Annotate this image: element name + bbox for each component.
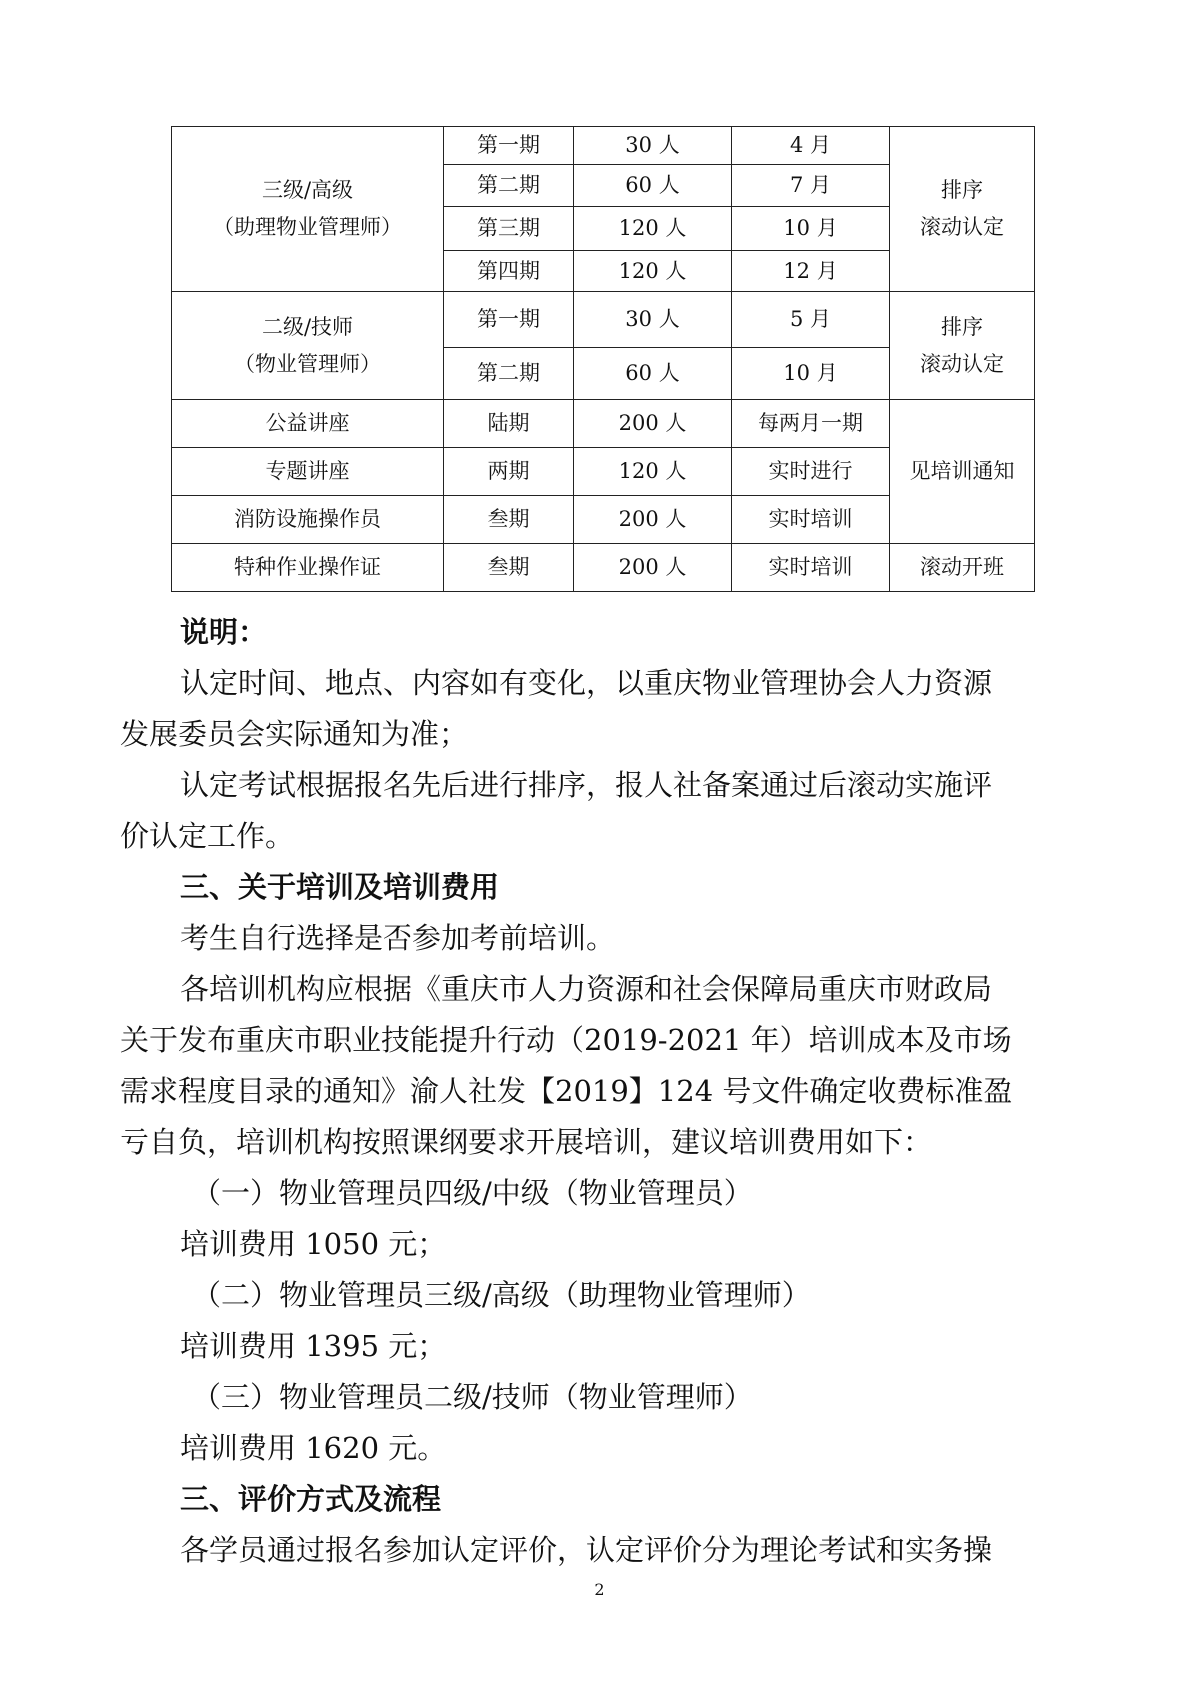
note-cell [890,127,1035,292]
count-cell: 200 人 [574,400,732,448]
level-title: （助理物业管理师） [213,215,402,239]
period-cell: 第二期 [444,348,574,400]
month-cell: 5 月 [732,292,890,348]
list-item: （一）物业管理员四级/中级（物业管理员） [192,1176,753,1210]
table-row [172,127,1035,165]
paragraph-line: 发展委员会实际通知为准； [120,717,469,751]
paragraph-line: 考生自行选择是否参加考前培训。 [180,921,616,955]
paragraph-line: 亏自负，培训机构按照课纲要求开展培训，建议培训费用如下： [120,1125,933,1159]
note-cell: 见培训通知 [890,400,1035,544]
name-cell: 特种作业操作证 [172,544,444,592]
month-cell: 12 月 [732,251,890,292]
time-cell: 实时培训 [732,496,890,544]
count-cell: 200 人 [574,496,732,544]
body-text [120,607,1095,1576]
fee-line: 培训费用 1620 元。 [180,1431,447,1465]
count-cell: 30 人 [574,127,732,165]
period-cell: 第二期 [444,165,574,207]
month-cell: 10 月 [732,348,890,400]
note-line: 排序 [941,314,983,339]
table-row [172,292,1035,348]
paragraph-line: 认定考试根据报名先后进行排序，报人社备案通过后滚动实施评 [180,768,993,802]
month-cell: 4 月 [732,127,890,165]
month-cell: 10 月 [732,207,890,251]
count-cell: 120 人 [574,251,732,292]
paragraph-line: 价认定工作。 [120,819,295,853]
schedule-table [171,126,1035,592]
period-cell: 叁期 [444,496,574,544]
paragraph-line: 认定时间、地点、内容如有变化，以重庆物业管理协会人力资源 [180,666,993,700]
section-heading: 三、评价方式及流程 [180,1482,442,1516]
count-cell: 120 人 [574,448,732,496]
note-line: 滚动认定 [920,351,1004,376]
level-title: （物业管理师） [234,351,381,376]
note-cell [890,292,1035,400]
level-cell [172,127,444,292]
fee-line: 培训费用 1050 元； [180,1227,447,1261]
paragraph-line: 关于发布重庆市职业技能提升行动（2019-2021 年）培训成本及市场 [120,1023,1012,1057]
paragraph-line: 各学员通过报名参加认定评价，认定评价分为理论考试和实务操 [180,1533,993,1567]
note-line: 滚动认定 [920,215,1004,239]
count-cell: 30 人 [574,292,732,348]
list-item: （三）物业管理员二级/技师（物业管理师） [192,1380,753,1414]
count-cell: 120 人 [574,207,732,251]
table-row [172,400,1035,448]
level-name: 三级/高级 [261,178,354,203]
page-number: 2 [594,1580,605,1599]
period-cell: 第三期 [444,207,574,251]
period-cell: 陆期 [444,400,574,448]
name-cell: 专题讲座 [172,448,444,496]
name-cell: 公益讲座 [172,400,444,448]
time-cell: 每两月一期 [732,400,890,448]
period-cell: 两期 [444,448,574,496]
count-cell: 60 人 [574,165,732,207]
note-cell: 滚动开班 [890,544,1035,592]
name-cell: 消防设施操作员 [172,496,444,544]
period-cell: 第一期 [444,127,574,165]
paragraph-line: 各培训机构应根据《重庆市人力资源和社会保障局重庆市财政局 [180,972,993,1006]
section-heading: 三、关于培训及培训费用 [180,870,500,904]
time-cell: 实时进行 [732,448,890,496]
fee-line: 培训费用 1395 元； [180,1329,447,1363]
note-heading: 说明： [180,615,268,649]
period-cell: 第四期 [444,251,574,292]
count-cell: 200 人 [574,544,732,592]
period-cell: 第一期 [444,292,574,348]
period-cell: 叁期 [444,544,574,592]
time-cell: 实时培训 [732,544,890,592]
paragraph-line: 需求程度目录的通知》渝人社发【2019】124 号文件确定收费标准盈 [120,1074,1013,1108]
count-cell: 60 人 [574,348,732,400]
list-item: （二）物业管理员三级/高级（助理物业管理师） [192,1278,811,1312]
note-line: 排序 [941,178,983,203]
level-name: 二级/技师 [261,314,354,339]
month-cell: 7 月 [732,165,890,207]
table-row [172,544,1035,592]
level-cell [172,292,444,400]
